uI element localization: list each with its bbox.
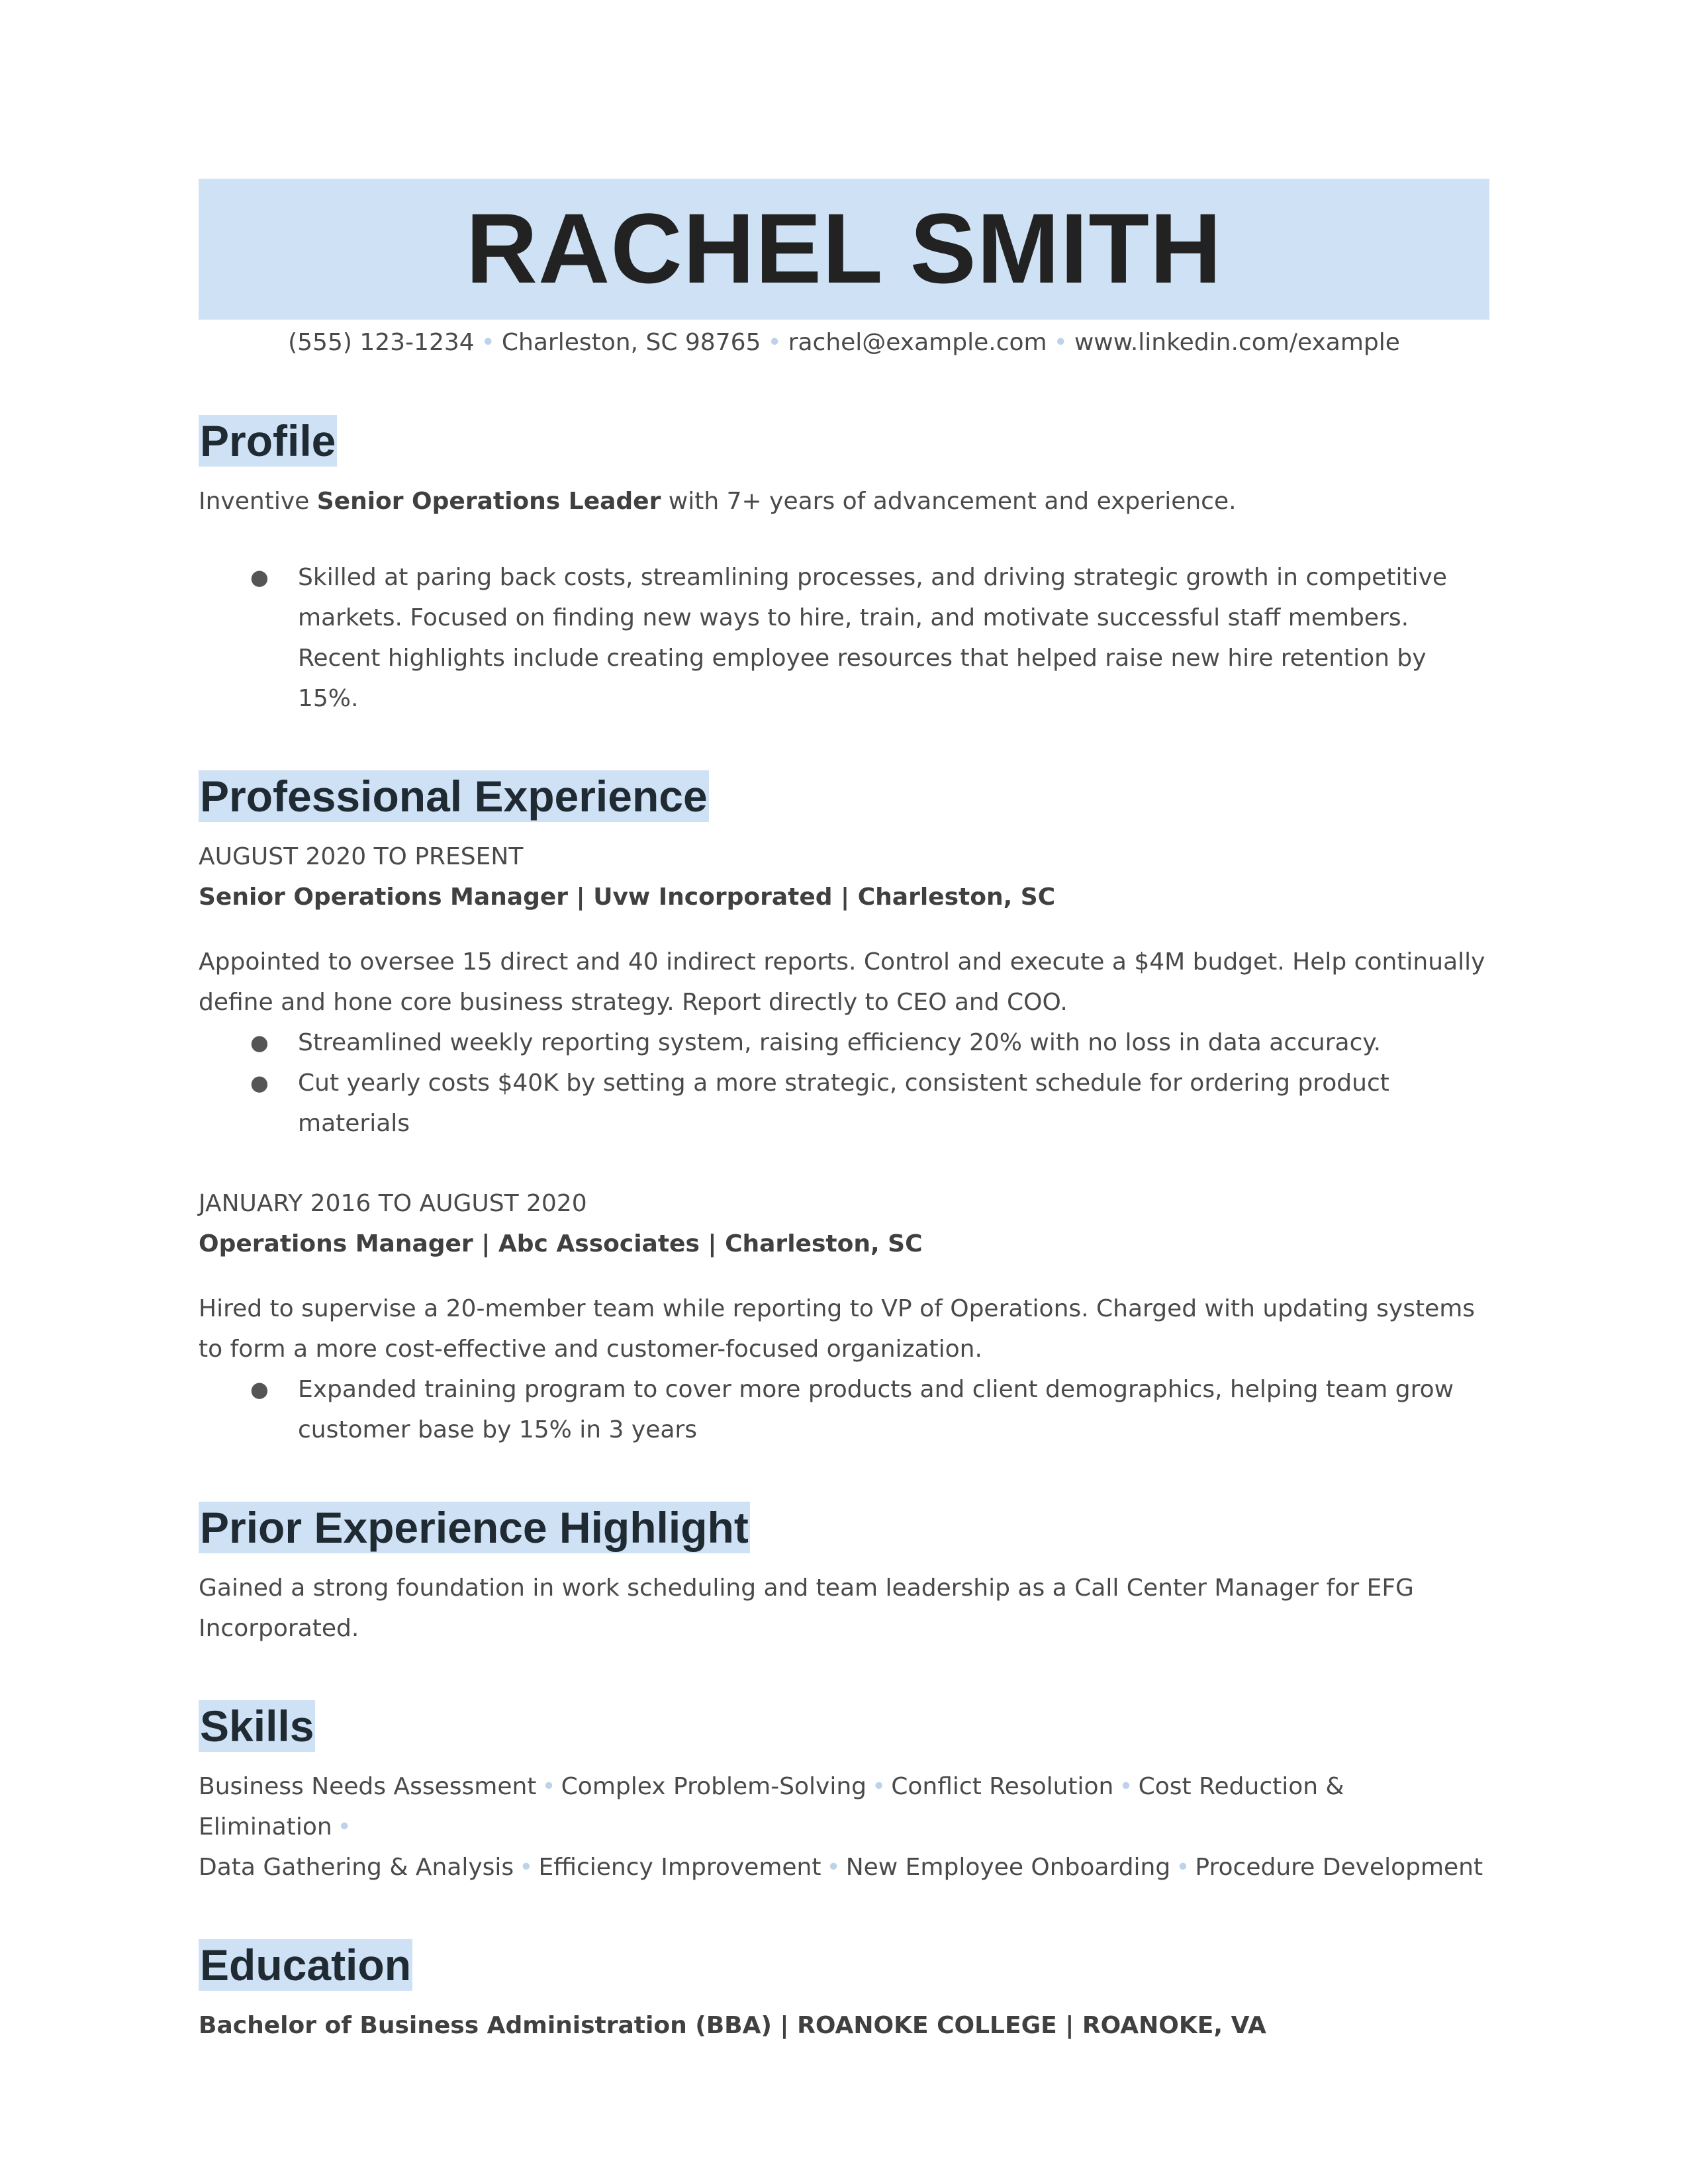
job-bullets [199,1023,1489,1144]
separator-dot-icon: • [519,1854,534,1881]
skill-item: Efficiency Improvement [538,1854,821,1881]
location: Charleston, SC 98765 [501,329,761,356]
separator-dot-icon: • [1176,1854,1190,1881]
email-address: rachel@example.com [788,329,1047,356]
name-banner [199,179,1489,320]
job-entry [199,1183,1489,1450]
section-title-experience: Professional Experience [200,772,708,821]
education-entry: Bachelor of Business Administration (BBA) | ROANOKE COLLEGE | ROANOKE, VA [199,2012,1266,2039]
section-title-prior-experience: Prior Experience Highlight [200,1503,749,1552]
separator-dot-icon: • [541,1773,556,1800]
skill-item: Procedure Development [1195,1854,1483,1881]
contact-line [199,326,1489,359]
website-link: www.linkedin.com/example [1074,329,1400,356]
skills-list [199,1766,1489,1888]
experience-section [199,770,1489,1450]
job-role: Senior Operations Manager | Uvw Incorporated | Charleston, SC [199,884,1056,911]
candidate-name: RACHEL SMITH [465,192,1223,304]
list-item-text: Expanded training program to cover more products and client demographics, helping team grow customer base by 15% in 3 years [298,1376,1454,1443]
list-item [199,1063,1489,1144]
separator-dot-icon: • [1119,1773,1133,1800]
job-summary: Hired to supervise a 20-member team while reporting to VP of Operations. Charged with updating systems to form a more cost-effective and customer-focused organization. [199,1295,1476,1363]
job-dates: JANUARY 2016 TO AUGUST 2020 [199,1190,587,1217]
section-title-education: Education [200,1940,412,1989]
skill-item: Complex Problem-Solving [561,1773,867,1800]
separator-dot-icon: • [1053,329,1068,356]
phone-number: (555) 123-1234 [288,329,475,356]
profile-intro [199,481,1489,522]
separator-dot-icon: • [481,329,495,356]
bullet-icon: ● [250,1070,269,1095]
job-dates: AUGUST 2020 TO PRESENT [199,843,524,870]
resume-page [199,179,1489,2046]
prior-experience-section [199,1502,1489,1649]
section-title-skills: Skills [200,1702,314,1751]
list-item [199,1023,1489,1063]
job-entry [199,837,1489,1144]
bullet-icon: ● [250,1377,269,1402]
profile-bullets [199,557,1489,719]
profile-intro-prefix: Inventive [199,488,317,515]
section-title-profile: Profile [200,416,336,465]
education-section [199,1939,1489,2046]
bullet-icon: ● [250,1030,269,1055]
skills-section [199,1700,1489,1888]
list-item [199,557,1489,719]
list-item-text: Skilled at paring back costs, streamlining processes, and driving strategic growth in competitive markets. Focused on finding new ways to hire, train, and motivate successful staff members. Recent highlights include creating employee resources that helped raise new hire retention by 15%. [298,564,1448,712]
skill-item: Cost Reduction & Elimination [199,1773,1344,1841]
bullet-icon: ● [250,565,269,590]
skill-item: New Employee Onboarding [845,1854,1171,1881]
profile-section [199,415,1489,719]
separator-dot-icon: • [826,1854,841,1881]
job-role: Operations Manager | Abc Associates | Charleston, SC [199,1230,923,1257]
prior-experience-text: Gained a strong foundation in work scheduling and team leadership as a Call Center Manager for EFG Incorporated. [199,1574,1414,1642]
profile-intro-suffix: with 7+ years of advancement and experience. [661,488,1237,515]
separator-dot-icon: • [872,1773,886,1800]
skill-item: Data Gathering & Analysis [199,1854,514,1881]
skill-item: Business Needs Assessment [199,1773,537,1800]
skill-item: Conflict Resolution [891,1773,1114,1800]
job-bullets [199,1369,1489,1450]
separator-dot-icon: • [337,1813,352,1841]
list-item-text: Streamlined weekly reporting system, raising efficiency 20% with no loss in data accuracy. [298,1029,1382,1056]
profile-intro-title: Senior Operations Leader [316,488,661,515]
job-summary: Appointed to oversee 15 direct and 40 indirect reports. Control and execute a $4M budget. Help continually define and hone core business strategy. Report directly to CEO and COO. [199,948,1485,1016]
list-item-text: Cut yearly costs $40K by setting a more strategic, consistent schedule for ordering product materials [298,1069,1389,1137]
separator-dot-icon: • [767,329,782,356]
list-item [199,1369,1489,1450]
